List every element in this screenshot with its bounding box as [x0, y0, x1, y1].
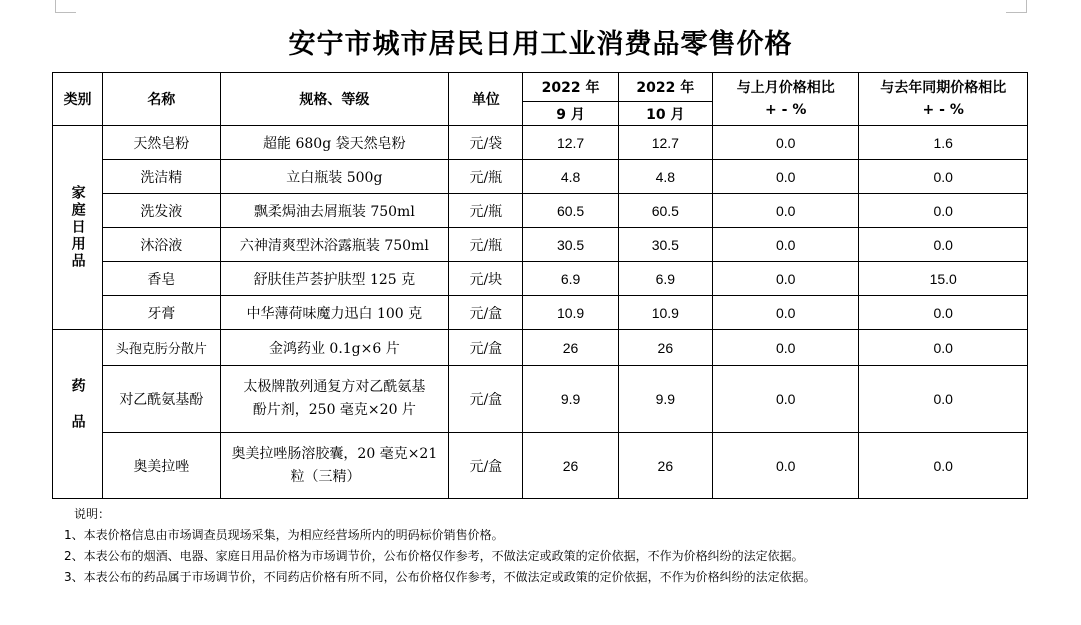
- change-yoy: 15.0: [859, 262, 1028, 296]
- page-corner-mark-right: [1006, 0, 1027, 13]
- change-mom: 0.0: [712, 296, 858, 330]
- category-cell-medicine: [53, 330, 103, 499]
- table-row: [53, 330, 1028, 366]
- item-name: 香皂: [103, 262, 220, 296]
- item-spec: 六神清爽型沐浴露瓶装 750ml: [220, 228, 449, 262]
- change-yoy: 1.6: [859, 126, 1028, 160]
- table-row: [53, 366, 1028, 433]
- price-oct: 9.9: [618, 366, 712, 433]
- price-oct: 12.7: [618, 126, 712, 160]
- table-row: [53, 262, 1028, 296]
- header-category: 类别: [53, 73, 103, 126]
- category-household: 家庭日用品: [69, 185, 86, 270]
- change-mom: 0.0: [712, 126, 858, 160]
- change-yoy: 0.0: [859, 366, 1028, 433]
- change-mom: 0.0: [712, 433, 858, 499]
- item-unit: 元/盒: [449, 330, 523, 366]
- category-medicine: 药品: [69, 378, 86, 450]
- header-mom: [712, 73, 858, 126]
- change-mom: 0.0: [712, 262, 858, 296]
- price-oct: 26: [618, 433, 712, 499]
- item-spec-line-1: 奥美拉唑肠溶胶囊，20 毫克×21: [231, 445, 438, 462]
- change-yoy: 0.0: [859, 160, 1028, 194]
- table-row: [53, 433, 1028, 499]
- item-unit: 元/块: [449, 262, 523, 296]
- header-sep-year: 2022 年: [523, 73, 618, 102]
- change-mom: 0.0: [712, 160, 858, 194]
- item-spec-line-2: 粒（三精）: [290, 468, 361, 485]
- item-spec: 立白瓶装 500g: [220, 160, 449, 194]
- item-unit: 元/瓶: [449, 228, 523, 262]
- price-table: [52, 72, 1028, 499]
- table-row: [53, 126, 1028, 160]
- price-sep: 26: [523, 433, 618, 499]
- change-yoy: 0.0: [859, 228, 1028, 262]
- item-spec: 金鸿药业 0.1g×6 片: [220, 330, 449, 366]
- item-spec: [220, 366, 449, 433]
- item-unit: 元/瓶: [449, 160, 523, 194]
- change-yoy: 0.0: [859, 433, 1028, 499]
- price-oct: 60.5: [618, 194, 712, 228]
- table-row: [53, 160, 1028, 194]
- item-name: 沐浴液: [103, 228, 220, 262]
- item-spec: 中华薄荷味魔力迅白 100 克: [220, 296, 449, 330]
- notes-heading: 说明：: [74, 507, 111, 521]
- header-oct-month: 10 月: [618, 102, 712, 126]
- header-unit: 单位: [449, 73, 523, 126]
- item-spec: 飘柔焗油去屑瓶装 750ml: [220, 194, 449, 228]
- change-mom: 0.0: [712, 330, 858, 366]
- item-unit: 元/盒: [449, 296, 523, 330]
- price-oct: 30.5: [618, 228, 712, 262]
- price-oct: 10.9: [618, 296, 712, 330]
- item-spec: [220, 433, 449, 499]
- item-name: 天然皂粉: [103, 126, 220, 160]
- header-row-1: [53, 73, 1028, 102]
- table-row: [53, 296, 1028, 330]
- item-name: 牙膏: [103, 296, 220, 330]
- item-name: 对乙酰氨基酚: [103, 366, 220, 433]
- price-sep: 9.9: [523, 366, 618, 433]
- price-oct: 6.9: [618, 262, 712, 296]
- header-yoy-label: 与去年同期价格相比: [880, 80, 1007, 96]
- note-1: 1、本表价格信息由市场调查员现场采集，为相应经营场所内的明码标价销售价格。: [64, 528, 504, 542]
- change-yoy: 0.0: [859, 330, 1028, 366]
- header-yoy-unit: + - %: [922, 102, 964, 118]
- item-name: 奥美拉唑: [103, 433, 220, 499]
- price-sep: 30.5: [523, 228, 618, 262]
- item-name: 头孢克肟分散片: [103, 330, 220, 366]
- header-name: 名称: [103, 73, 220, 126]
- header-yoy: [859, 73, 1028, 126]
- header-spec: 规格、等级: [220, 73, 449, 126]
- change-yoy: 0.0: [859, 296, 1028, 330]
- note-2: 2、本表公布的烟酒、电器、家庭日用品价格为市场调节价，公布价格仅作参考，不做法定或政策的定价依据，不作为价格纠纷的法定依据。: [64, 549, 804, 563]
- item-spec: 超能 680g 袋天然皂粉: [220, 126, 449, 160]
- header-sep-month: 9 月: [523, 102, 618, 126]
- table-row: [53, 228, 1028, 262]
- item-spec-line-1: 太极牌散列通复方对乙酰氨基: [243, 379, 426, 395]
- item-spec-line-2: 酚片剂，250 毫克×20 片: [252, 402, 416, 418]
- page-title: 安宁市城市居民日用工业消费品零售价格: [288, 29, 793, 60]
- item-unit: 元/盒: [449, 433, 523, 499]
- header-oct-year: 2022 年: [618, 73, 712, 102]
- item-name: 洗发液: [103, 194, 220, 228]
- item-name: 洗洁精: [103, 160, 220, 194]
- change-yoy: 0.0: [859, 194, 1028, 228]
- price-sep: 6.9: [523, 262, 618, 296]
- change-mom: 0.0: [712, 366, 858, 433]
- change-mom: 0.0: [712, 228, 858, 262]
- table-row: [53, 194, 1028, 228]
- notes-section: [64, 504, 816, 588]
- price-sep: 60.5: [523, 194, 618, 228]
- price-oct: 26: [618, 330, 712, 366]
- item-spec: 舒肤佳芦荟护肤型 125 克: [220, 262, 449, 296]
- item-unit: 元/瓶: [449, 194, 523, 228]
- header-mom-unit: + - %: [765, 102, 807, 118]
- price-sep: 12.7: [523, 126, 618, 160]
- price-sep: 10.9: [523, 296, 618, 330]
- note-3: 3、本表公布的药品属于市场调节价，不同药店价格有所不同，公布价格仅作参考，不做法定或政策的定价依据，不作为价格纠纷的法定依据。: [64, 570, 816, 584]
- price-sep: 26: [523, 330, 618, 366]
- page-corner-mark-left: [55, 0, 76, 13]
- price-sep: 4.8: [523, 160, 618, 194]
- category-cell-household: [53, 126, 103, 330]
- price-oct: 4.8: [618, 160, 712, 194]
- item-unit: 元/袋: [449, 126, 523, 160]
- item-unit: 元/盒: [449, 366, 523, 433]
- change-mom: 0.0: [712, 194, 858, 228]
- header-mom-label: 与上月价格相比: [736, 80, 835, 96]
